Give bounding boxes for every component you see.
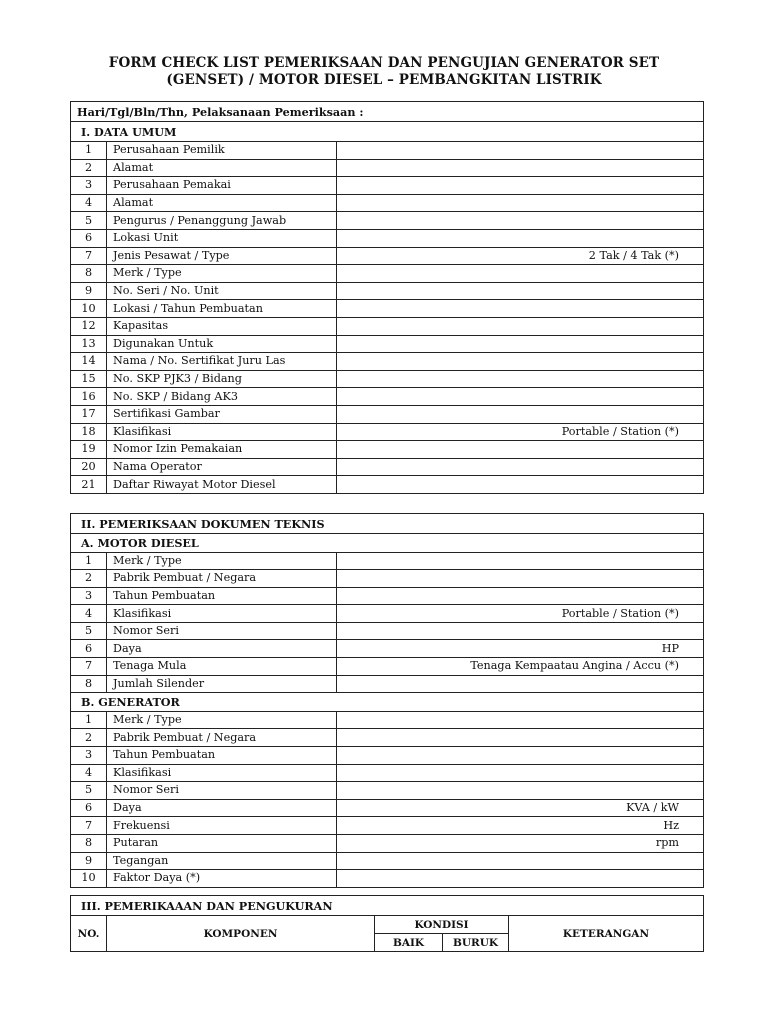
row-label: Tahun Pembuatan (107, 746, 337, 764)
row-label: Klasifikasi (107, 423, 337, 441)
row-value-field[interactable] (337, 317, 704, 335)
row-label: Nomor Izin Pemakaian (107, 441, 337, 459)
row-value-field[interactable] (337, 159, 704, 177)
section3-title: III. PEMERIKAAAN DAN PENGUKURAN (71, 896, 704, 916)
generator-row (71, 799, 704, 817)
row-value-field[interactable]: 2 Tak / 4 Tak (*) (337, 247, 704, 265)
data-umum-row (71, 458, 704, 476)
data-umum-row (71, 370, 704, 388)
row-number: 1 (71, 142, 107, 160)
section2a-title: A. MOTOR DIESEL (71, 534, 704, 553)
row-number: 17 (71, 405, 107, 423)
row-number: 8 (71, 265, 107, 283)
row-label: Merk / Type (107, 552, 337, 570)
data-umum-row (71, 476, 704, 494)
form-title-line1: FORM CHECK LIST PEMERIKSAAN DAN PENGUJIAN GENERATOR SET (108, 55, 660, 71)
row-value-field[interactable] (337, 729, 704, 747)
row-value-field[interactable] (337, 405, 704, 423)
row-label: Pabrik Pembuat / Negara (107, 570, 337, 588)
generator-row (71, 711, 704, 729)
col-komponen: KOMPONEN (107, 916, 375, 952)
section1-header (71, 122, 704, 142)
motor-diesel-row (71, 622, 704, 640)
row-number: 7 (71, 658, 107, 676)
data-umum-row (71, 194, 704, 212)
row-value-field[interactable]: Hz (337, 817, 704, 835)
data-umum-row (71, 335, 704, 353)
data-umum-row (71, 229, 704, 247)
row-value-field[interactable] (337, 265, 704, 283)
form-title (0, 55, 768, 89)
row-label: Digunakan Untuk (107, 335, 337, 353)
row-label: Tahun Pembuatan (107, 587, 337, 605)
row-number: 9 (71, 852, 107, 870)
section2-header (71, 514, 704, 534)
row-value-field[interactable] (337, 370, 704, 388)
row-value-field[interactable]: rpm (337, 834, 704, 852)
motor-diesel-row (71, 605, 704, 623)
row-number: 10 (71, 870, 107, 888)
row-number: 1 (71, 552, 107, 570)
row-number: 6 (71, 640, 107, 658)
row-value-field[interactable] (337, 194, 704, 212)
row-number: 3 (71, 587, 107, 605)
row-value-field[interactable] (337, 282, 704, 300)
row-number: 18 (71, 423, 107, 441)
generator-row (71, 746, 704, 764)
row-value-field[interactable] (337, 229, 704, 247)
row-number: 7 (71, 247, 107, 265)
row-value-field[interactable] (337, 142, 704, 160)
row-label: No. SKP / Bidang AK3 (107, 388, 337, 406)
row-number: 12 (71, 317, 107, 335)
generator-row (71, 729, 704, 747)
data-umum-row (71, 265, 704, 283)
dokumen-teknis-table (70, 513, 704, 888)
row-value-field[interactable] (337, 458, 704, 476)
data-umum-row (71, 159, 704, 177)
row-label: Daftar Riwayat Motor Diesel (107, 476, 337, 494)
motor-diesel-row (71, 675, 704, 693)
row-label: Alamat (107, 159, 337, 177)
row-number: 10 (71, 300, 107, 318)
row-number: 4 (71, 194, 107, 212)
col-no: NO. (71, 916, 107, 952)
row-value-field[interactable]: KVA / kW (337, 799, 704, 817)
section1-title: I. DATA UMUM (71, 122, 704, 142)
row-number: 2 (71, 729, 107, 747)
row-number: 14 (71, 353, 107, 371)
section2a-header (71, 534, 704, 553)
row-value-field[interactable] (337, 300, 704, 318)
row-value-field[interactable] (337, 764, 704, 782)
row-number: 16 (71, 388, 107, 406)
data-umum-row (71, 441, 704, 459)
row-number: 2 (71, 159, 107, 177)
section3-col-header (71, 916, 704, 934)
row-value-field[interactable] (337, 212, 704, 230)
data-umum-row (71, 353, 704, 371)
row-number: 15 (71, 370, 107, 388)
row-value-field[interactable] (337, 746, 704, 764)
row-value-field[interactable] (337, 870, 704, 888)
row-value-field[interactable] (337, 587, 704, 605)
row-label: Lokasi / Tahun Pembuatan (107, 300, 337, 318)
row-number: 3 (71, 746, 107, 764)
row-number: 21 (71, 476, 107, 494)
row-value-field[interactable] (337, 388, 704, 406)
row-value-field[interactable] (337, 622, 704, 640)
row-label: Jenis Pesawat / Type (107, 247, 337, 265)
row-number: 5 (71, 622, 107, 640)
row-value-field[interactable] (337, 335, 704, 353)
section3-header (71, 896, 704, 916)
col-buruk: BURUK (443, 934, 509, 952)
section2b-header (71, 693, 704, 712)
generator-row (71, 852, 704, 870)
row-value-field[interactable] (337, 675, 704, 693)
row-number: 6 (71, 229, 107, 247)
row-label: Daya (107, 640, 337, 658)
row-value-field[interactable] (337, 570, 704, 588)
motor-diesel-row (71, 587, 704, 605)
generator-row (71, 764, 704, 782)
row-label: Tenaga Mula (107, 658, 337, 676)
row-label: Perusahaan Pemakai (107, 177, 337, 195)
row-number: 19 (71, 441, 107, 459)
data-umum-row (71, 300, 704, 318)
row-number: 3 (71, 177, 107, 195)
row-value-field[interactable] (337, 441, 704, 459)
motor-diesel-row (71, 640, 704, 658)
col-keterangan: KETERANGAN (509, 916, 704, 952)
row-number: 7 (71, 817, 107, 835)
row-number: 4 (71, 764, 107, 782)
row-label: Klasifikasi (107, 605, 337, 623)
col-baik: BAIK (375, 934, 443, 952)
row-label: Alamat (107, 194, 337, 212)
generator-row (71, 817, 704, 835)
row-label: No. Seri / No. Unit (107, 282, 337, 300)
row-value-field[interactable]: Tenaga Kempaatau Angina / Accu (*) (337, 658, 704, 676)
row-label: Lokasi Unit (107, 229, 337, 247)
col-kondisi: KONDISI (375, 916, 509, 934)
row-label: Nomor Seri (107, 622, 337, 640)
row-label: Frekuensi (107, 817, 337, 835)
row-label: Daya (107, 799, 337, 817)
date-row-label: Hari/Tgl/Bln/Thn, Pelaksanaan Pemeriksaan : (71, 102, 704, 122)
row-label: Nama / No. Sertifikat Juru Las (107, 353, 337, 371)
generator-row (71, 870, 704, 888)
row-label: Faktor Daya (*) (107, 870, 337, 888)
row-value-field[interactable] (337, 711, 704, 729)
row-label: Nomor Seri (107, 782, 337, 800)
generator-row (71, 782, 704, 800)
row-value-field[interactable]: HP (337, 640, 704, 658)
section2-title: II. PEMERIKSAAN DOKUMEN TEKNIS (71, 514, 704, 534)
motor-diesel-row (71, 570, 704, 588)
row-label: Merk / Type (107, 265, 337, 283)
row-value-field[interactable] (337, 353, 704, 371)
row-label: Pengurus / Penanggung Jawab (107, 212, 337, 230)
data-umum-row (71, 247, 704, 265)
pengukuran-table (70, 895, 704, 952)
data-umum-row (71, 282, 704, 300)
form-title-line2: (GENSET) / MOTOR DIESEL – PEMBANGKITAN LISTRIK (166, 72, 602, 88)
row-label: Klasifikasi (107, 764, 337, 782)
row-label: Sertifikasi Gambar (107, 405, 337, 423)
row-label: Nama Operator (107, 458, 337, 476)
data-umum-row (71, 317, 704, 335)
row-number: 5 (71, 212, 107, 230)
row-label: Tegangan (107, 852, 337, 870)
row-value-field[interactable]: Portable / Station (*) (337, 605, 704, 623)
motor-diesel-row (71, 552, 704, 570)
row-number: 2 (71, 570, 107, 588)
row-number: 6 (71, 799, 107, 817)
row-label: Kapasitas (107, 317, 337, 335)
data-umum-row (71, 423, 704, 441)
row-value-field[interactable] (337, 476, 704, 494)
data-umum-row (71, 177, 704, 195)
data-umum-row (71, 212, 704, 230)
row-label: Merk / Type (107, 711, 337, 729)
row-label: No. SKP PJK3 / Bidang (107, 370, 337, 388)
data-umum-table (70, 101, 704, 494)
row-value-field[interactable] (337, 177, 704, 195)
row-label: Pabrik Pembuat / Negara (107, 729, 337, 747)
row-number: 13 (71, 335, 107, 353)
row-value-field[interactable] (337, 782, 704, 800)
row-number: 8 (71, 675, 107, 693)
row-label: Perusahaan Pemilik (107, 142, 337, 160)
row-value-field[interactable] (337, 552, 704, 570)
data-umum-row (71, 405, 704, 423)
data-umum-row (71, 388, 704, 406)
row-label: Putaran (107, 834, 337, 852)
row-number: 1 (71, 711, 107, 729)
data-umum-row (71, 142, 704, 160)
row-value-field[interactable] (337, 852, 704, 870)
row-number: 20 (71, 458, 107, 476)
row-number: 9 (71, 282, 107, 300)
generator-row (71, 834, 704, 852)
row-number: 8 (71, 834, 107, 852)
row-number: 5 (71, 782, 107, 800)
section2b-title: B. GENERATOR (71, 693, 704, 712)
row-value-field[interactable]: Portable / Station (*) (337, 423, 704, 441)
motor-diesel-row (71, 658, 704, 676)
row-label: Jumlah Silender (107, 675, 337, 693)
date-row (71, 102, 704, 122)
row-number: 4 (71, 605, 107, 623)
